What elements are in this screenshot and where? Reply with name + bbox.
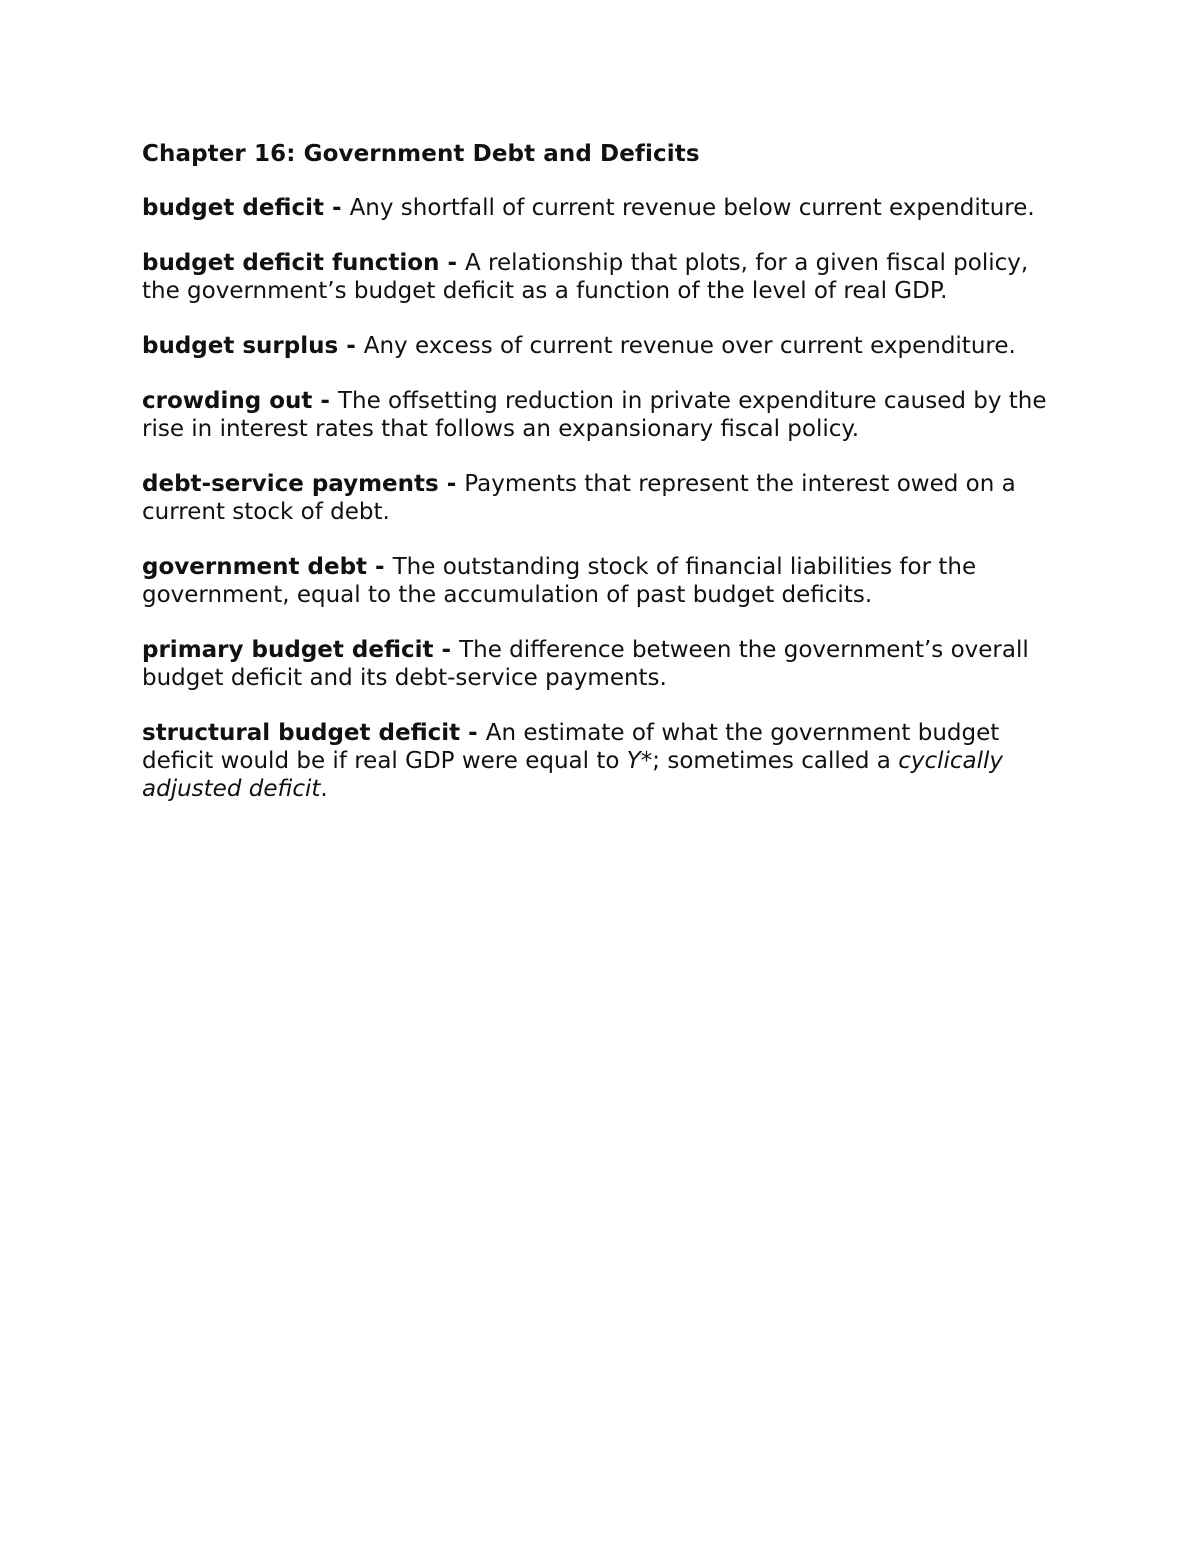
glossary-definition: The difference between the government’s overall budget deficit and its debt-service payments. bbox=[142, 637, 1029, 691]
definition-text: ; sometimes called a bbox=[652, 748, 899, 774]
chapter-title: Chapter 16: Government Debt and Deficits bbox=[142, 141, 700, 167]
glossary-term: budget surplus bbox=[142, 333, 339, 359]
document-page bbox=[142, 140, 1072, 830]
glossary-definition: The offsetting reduction in private expenditure caused by the rise in interest rates that follows an expansionary fiscal policy. bbox=[142, 388, 1047, 442]
glossary-definition: Any shortfall of current revenue below current expenditure. bbox=[349, 195, 1035, 221]
glossary-term: budget deficit bbox=[142, 195, 324, 221]
glossary-definition: Any excess of current revenue over current expenditure. bbox=[363, 333, 1016, 359]
term-separator: - bbox=[338, 333, 364, 359]
glossary-term: primary budget deficit bbox=[142, 637, 434, 663]
definition-text: An estimate of what the government budget deficit would be if real GDP were equal to bbox=[142, 720, 1000, 774]
term-separator: - bbox=[324, 195, 350, 221]
glossary-entry-debt-service-payments bbox=[142, 470, 1072, 526]
term-separator: - bbox=[460, 720, 486, 746]
glossary-term: crowding out bbox=[142, 388, 313, 414]
glossary-definition: The outstanding stock of financial liabilities for the government, equal to the accumulation of past budget deficits. bbox=[142, 554, 977, 608]
glossary-entry-government-debt bbox=[142, 553, 1072, 609]
glossary-term: budget deficit function bbox=[142, 250, 440, 276]
term-separator: - bbox=[439, 250, 466, 276]
glossary-entry-budget-deficit-function bbox=[142, 249, 1072, 305]
glossary-term: structural budget deficit bbox=[142, 720, 461, 746]
term-separator: - bbox=[312, 388, 338, 414]
term-separator: - bbox=[433, 637, 460, 663]
glossary-definition: Payments that represent the interest owed on a current stock of debt. bbox=[142, 471, 1016, 525]
glossary-term: debt-service payments bbox=[142, 471, 439, 497]
glossary-term: government debt bbox=[142, 554, 368, 580]
glossary-entry-budget-surplus bbox=[142, 332, 1072, 360]
definition-italic-text: Y* bbox=[626, 748, 653, 774]
glossary-entry-crowding-out bbox=[142, 387, 1072, 443]
glossary-entry-structural-budget-deficit bbox=[142, 719, 1072, 803]
glossary-entry-primary-budget-deficit bbox=[142, 636, 1072, 692]
definition-text: . bbox=[320, 776, 328, 802]
term-separator: - bbox=[367, 554, 393, 580]
glossary-entry-budget-deficit bbox=[142, 194, 1072, 222]
glossary-definition: A relationship that plots, for a given fiscal policy, the government’s budget deficit as a function of the level of real GDP. bbox=[142, 250, 1029, 304]
term-separator: - bbox=[438, 471, 465, 497]
definition-italic-text: cyclically adjusted deficit bbox=[142, 748, 1004, 802]
